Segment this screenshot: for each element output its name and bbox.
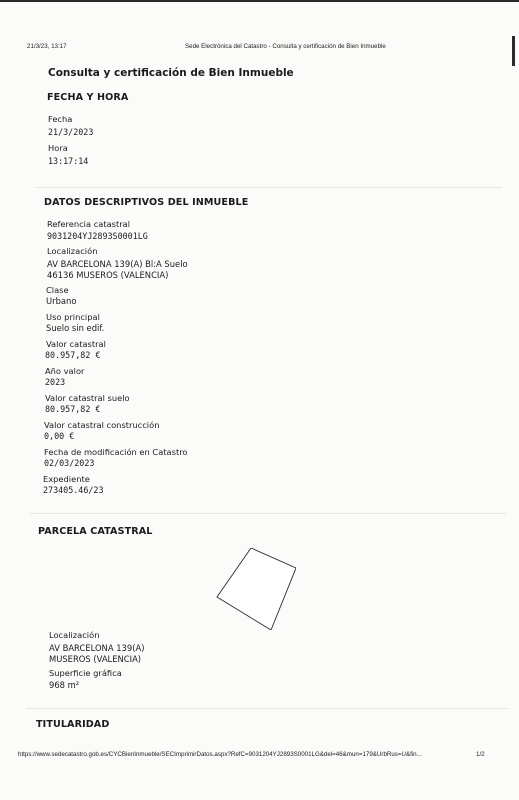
parcela-localizacion-label: Localización [49,630,100,640]
hora-value: 13:17:14 [48,156,89,166]
valor-construccion-label: Valor catastral construcción [44,420,160,430]
uso-principal-value: Suelo sin edif. [46,323,105,333]
fecha-modificacion-label: Fecha de modificación en Catastro [44,447,188,457]
fecha-label: Fecha [48,114,73,124]
anio-valor-label: Año valor [45,366,85,376]
valor-catastral-value: 80.957,82 € [45,350,101,360]
clase-label: Clase [46,285,69,295]
clase-value: Urbano [46,296,77,306]
fecha-value: 21/3/2023 [48,127,94,137]
anio-valor-value: 2023 [45,377,66,387]
parcel-map [214,548,296,630]
print-date-time: 21/3/23, 13:17 [27,43,67,50]
page-edge-mark [512,36,515,66]
section-heading-fecha-hora: FECHA Y HORA [47,92,129,103]
localizacion-line2: 46136 MUSEROS (VALENCIA) [47,270,169,280]
valor-suelo-value: 80.957,82 € [45,404,101,414]
parcel-outline [217,548,296,630]
expediente-label: Expediente [43,474,90,484]
page-edge-line [0,0,519,2]
referencia-label: Referencia catastral [47,219,131,229]
print-page-title: Sede Electrónica del Catastro - Consulta y certificación de Bien Inmueble [185,43,386,50]
expediente-value: 273405.46/23 [43,485,104,495]
valor-construccion-value: 0,00 € [44,431,75,441]
print-url: https://www.sedecatastro.gob.es/CYCBienInmueble/SECImprimirDatos.aspx?RefC=9031204YJ2893S0001LG&del=46&mun=179&UrbRus=U&fin... [18,751,422,758]
page-title: Consulta y certificación de Bien Inmueble [48,67,294,79]
section-divider [30,513,506,514]
hora-label: Hora [48,143,68,153]
localizacion-label: Localización [47,246,98,256]
section-heading-parcela: PARCELA CATASTRAL [38,526,153,537]
section-divider [36,187,502,188]
valor-suelo-label: Valor catastral suelo [45,393,130,403]
parcela-localizacion-line2: MUSEROS (VALENCIA) [49,654,142,664]
superficie-value: 968 m² [49,680,80,690]
valor-catastral-label: Valor catastral [46,339,106,349]
referencia-value: 9031204YJ2893S0001LG [47,231,148,241]
print-page-number: 1/2 [476,751,485,758]
superficie-label: Superficie gráfica [49,668,122,678]
parcela-localizacion-line1: AV BARCELONA 139(A) [49,643,145,653]
uso-principal-label: Uso principal [46,312,100,322]
section-heading-titularidad: TITULARIDAD [36,719,110,730]
fecha-modificacion-value: 02/03/2023 [44,458,95,468]
section-heading-datos: DATOS DESCRIPTIVOS DEL INMUEBLE [44,197,249,208]
section-divider [26,708,508,709]
localizacion-line1: AV BARCELONA 139(A) Bl:A Suelo [47,259,188,269]
